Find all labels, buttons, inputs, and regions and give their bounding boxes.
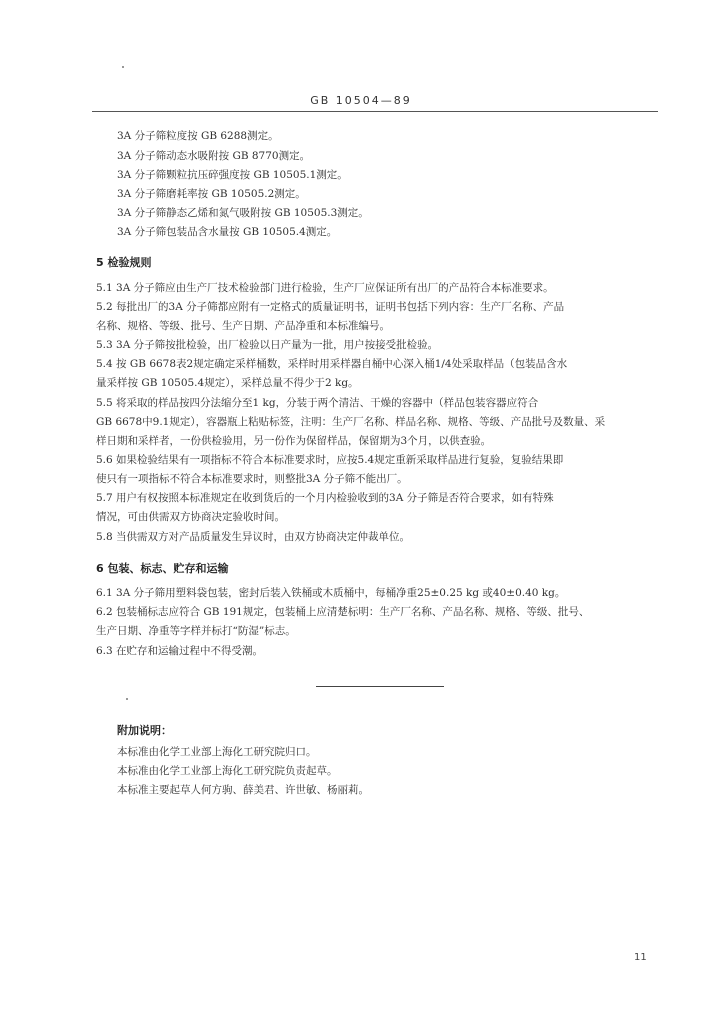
header-rule [92, 111, 658, 112]
method-line: 3A 分子筛动态水吸附按 GB 8770测定。 [117, 150, 311, 162]
page-number: 11 [634, 952, 647, 963]
additional-note-line: 本标准由化学工业部上海化工研究院归口。 [117, 746, 317, 758]
additional-notes-title: 附加说明： [117, 724, 172, 737]
method-line: 3A 分子筛磨耗率按 GB 10505.2测定。 [117, 188, 306, 200]
scan-speck [122, 66, 124, 68]
scan-speck [126, 698, 128, 700]
section-5-line: 5.1 3A 分子筛应由生产厂技术检验部门进行检验，生产厂应保证所有出厂的产品符合本标准要求。 [96, 282, 554, 294]
section-5-line: 5.5 将采取的样品按四分法缩分至1 kg，分装于两个清洁、干燥的容器中（样品包装容器应符合 [96, 397, 539, 409]
end-divider [316, 686, 444, 687]
additional-note-line: 本标准主要起草人何方驹、薛美君、许世敏、杨丽莉。 [117, 784, 369, 796]
method-line: 3A 分子筛静态乙烯和氮气吸附按 GB 10505.3测定。 [117, 207, 369, 219]
section-5-line: 名称、规格、等级、批号、生产日期、产品净重和本标准编号。 [96, 320, 390, 332]
method-line: 3A 分子筛颗粒抗压碎强度按 GB 10505.1测定。 [117, 169, 348, 181]
section-5-line: 5.8 当供需双方对产品质量发生异议时，由双方协商决定仲裁单位。 [96, 531, 411, 543]
section-6-line: 6.1 3A 分子筛用塑料袋包装，密封后装入铁桶或木质桶中，每桶净重25±0.25 kg 或40±0.40 kg。 [96, 587, 566, 599]
section-5-line: 5.4 按 GB 6678表2规定确定采样桶数，采样时用采样器自桶中心深入桶1/4处采取样品（包装品含水 [96, 358, 568, 370]
section-5-line: 5.7 用户有权按照本标准规定在收到货后的一个月内检验收到的3A 分子筛是否符合要求，如有特殊 [96, 492, 554, 504]
section-6-line: 6.2 包装桶标志应符合 GB 191规定，包装桶上应清楚标明：生产厂名称、产品名称、规格、等级、批号、 [96, 606, 590, 618]
section-5-line: 样日期和采样者，一份供检验用，另一份作为保留样品，保留期为3个月，以供查验。 [96, 435, 492, 447]
section-5-line: 使只有一项指标不符合本标准要求时，则整批3A 分子筛不能出厂。 [96, 473, 408, 485]
section-5-line: 5.2 每批出厂的3A 分子筛都应附有一定格式的质量证明书，证明书包括下列内容：生产厂名称、产品 [96, 301, 565, 313]
section-5-line: 量采样按 GB 10505.4规定），采样总量不得少于2 kg。 [96, 377, 359, 389]
section-6-title: 6 包装、标志、贮存和运输 [96, 562, 229, 575]
section-5-title: 5 检验规则 [96, 256, 152, 269]
standard-code-header: GB 10504—89 [310, 94, 412, 107]
section-5-line: 5.3 3A 分子筛按批检验，出厂检验以日产量为一批，用户按接受批检验。 [96, 339, 439, 351]
section-5-line: 5.6 如果检验结果有一项指标不符合本标准要求时，应按5.4规定重新采取样品进行复验，复验结果即 [96, 454, 564, 466]
additional-note-line: 本标准由化学工业部上海化工研究院负责起草。 [117, 765, 338, 777]
section-5-line: GB 6678中9.1规定），容器瓶上粘贴标签，注明：生产厂名称、样品名称、规格、等级、产品批号及数量、采 [96, 416, 606, 428]
method-line: 3A 分子筛粒度按 GB 6288测定。 [117, 130, 279, 142]
method-line: 3A 分子筛包装品含水量按 GB 10505.4测定。 [117, 226, 338, 238]
section-6-line: 6.3 在贮存和运输过程中不得受潮。 [96, 645, 264, 657]
section-6-line: 生产日期、净重等字样并标打“防湿”标志。 [96, 625, 296, 637]
section-5-line: 情况，可由供需双方协商决定验收时间。 [96, 511, 285, 523]
